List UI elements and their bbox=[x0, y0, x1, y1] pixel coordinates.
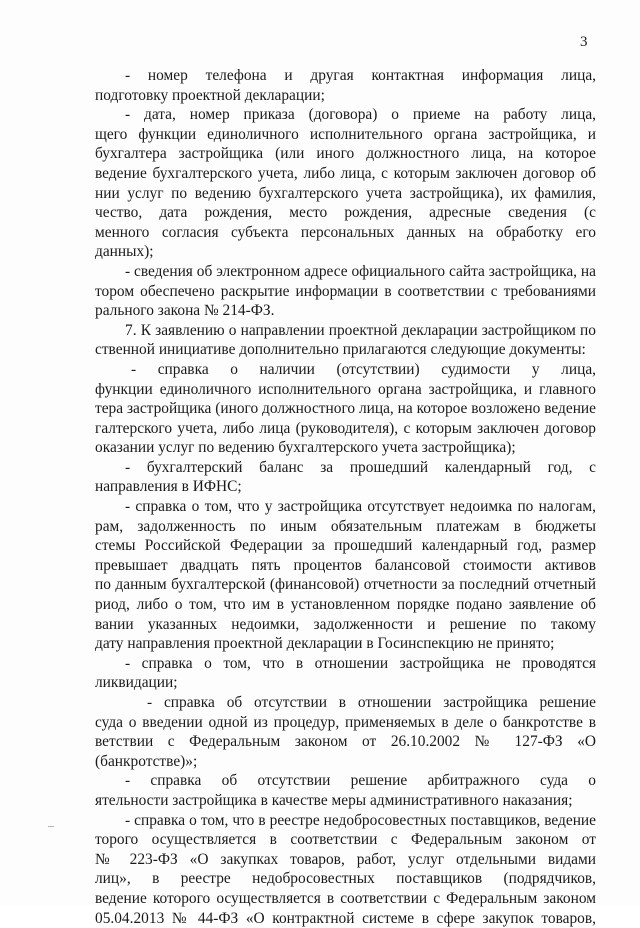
text-line: вании указанных недоимки, задолженности и решение по такому bbox=[95, 615, 596, 633]
text-line: чество, дата рождения, место рождения, адресные сведения (с bbox=[95, 204, 596, 222]
text-line: № 223-ФЗ «О закупках товаров, работ, услуг отдельными видами bbox=[95, 850, 596, 868]
text-line: суда о введении одной из процедур, применяемых в деле о банкротстве в bbox=[95, 713, 596, 731]
text-line: рам, задолженность по иным обязательным платежам в бюджеты bbox=[95, 517, 596, 535]
text-line: риод, либо о том, что им в установленном порядке подано заявление об bbox=[95, 596, 596, 614]
text-line: - справка о том, что в отношении застройщика не проводятся bbox=[125, 654, 596, 672]
document-body bbox=[95, 66, 596, 928]
text-line: (банкротстве)»; bbox=[95, 752, 198, 770]
text-line: по данным бухгалтерской (финансовой) отчетности за последний отчетный bbox=[95, 576, 596, 594]
text-line: ственной инициативе дополнительно прилагаются следующие документы: bbox=[95, 341, 586, 359]
text-line: тера застройщика (иного должностного лица, на которое возложено ведение bbox=[95, 400, 596, 418]
text-line: дату направления проектной декларации в Госинспекцию не принято; bbox=[95, 635, 555, 653]
text-line: - сведения об электронном адресе официального сайта застройщика, на bbox=[125, 262, 596, 280]
text-line: ветствии с Федеральным законом от 26.10.2002 № 127-ФЗ «О bbox=[95, 733, 596, 751]
text-line: - номер телефона и другая контактная информация лица, bbox=[125, 67, 596, 84]
text-line: превышает двадцать пять процентов балансовой стоимости активов bbox=[95, 556, 596, 574]
text-line: - бухгалтерский баланс за прошедший календарный год, с bbox=[125, 458, 596, 476]
page-number: 3 bbox=[580, 34, 588, 50]
text-line: щего функции единоличного исполнительного органа застройщика, и bbox=[95, 125, 596, 143]
text-line: - справка об отсутствии в отношении застройщика решение bbox=[147, 694, 596, 711]
text-line: тором обеспечено раскрытие информации в соответствии с требованиями bbox=[95, 282, 596, 300]
text-line: ведение которого осуществляется в соответствии с Федеральным законом bbox=[95, 889, 596, 907]
margin-mark bbox=[48, 826, 54, 827]
text-line: ликвидации; bbox=[95, 674, 178, 692]
text-line: 7. К заявлению о направлении проектной декларации застройщиком по bbox=[125, 321, 596, 339]
text-line: торого осуществляется в соответствии с Федеральным законом от bbox=[95, 831, 596, 849]
text-line: - справка о том, что у застройщика отсутствует недоимка по налогам, bbox=[125, 498, 596, 516]
text-line: - дата, номер приказа (договора) о приеме на работу лица, bbox=[125, 106, 596, 124]
text-line: - справка о наличии (отсутствии) судимости у лица, bbox=[131, 360, 596, 378]
text-line: лиц», в реестре недобросовестных поставщиков (подрядчиков, bbox=[95, 870, 596, 888]
text-line: - справка об отсутствии решение арбитражного суда о bbox=[125, 772, 596, 790]
text-line: 05.04.2013 № 44-ФЗ «О контрактной системе в сфере закупок товаров, bbox=[95, 909, 596, 927]
text-line: данных); bbox=[95, 243, 154, 261]
text-line: функции единоличного исполнительного органа застройщика, и главного bbox=[95, 380, 596, 398]
text-line: направления в ИФНС; bbox=[95, 478, 242, 496]
text-line: подготовку проектной декларации; bbox=[95, 86, 325, 104]
text-line: стемы Российской Федерации за прошедший календарный год, размер bbox=[95, 537, 596, 555]
text-line: - справка о том, что в реестре недобросовестных поставщиков, ведение bbox=[125, 811, 596, 829]
text-line: нии услуг по ведению бухгалтерского учета застройщика), их фамилия, bbox=[95, 184, 596, 202]
text-line: галтерского учета, либо лица (руководителя), с которым заключен договор bbox=[95, 419, 596, 437]
text-line: бухгалтера застройщика (или иного должностного лица, на которое bbox=[95, 145, 596, 163]
text-line: ведение бухгалтерского учета, либо лица, с которым заключен договор об bbox=[95, 164, 596, 182]
text-line: ятельности застройщика в качестве меры административного наказания; bbox=[95, 791, 573, 809]
text-line: менного согласия субъекта персональных данных на обработку его bbox=[95, 223, 596, 241]
text-line: рального закона № 214-ФЗ. bbox=[95, 302, 275, 320]
text-line: оказании услуг по ведению бухгалтерского учета застройщика); bbox=[95, 439, 516, 457]
